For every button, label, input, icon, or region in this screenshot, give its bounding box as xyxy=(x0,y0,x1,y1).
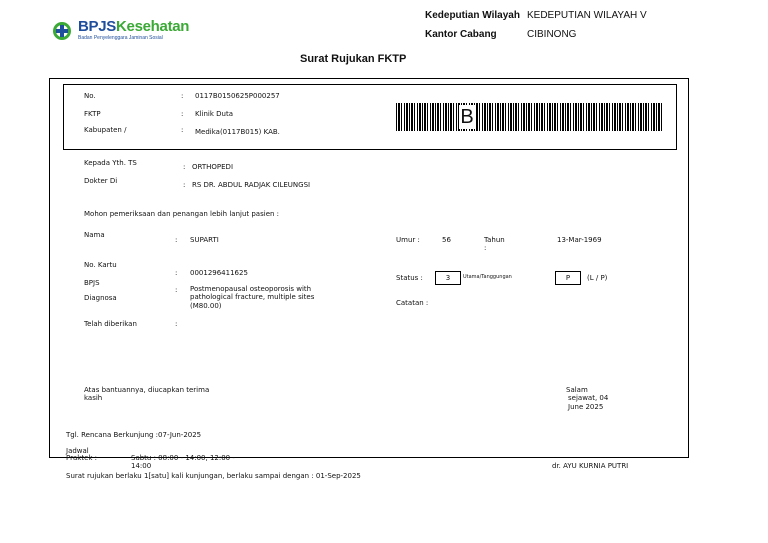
no-value: 0117B0150625P000257 xyxy=(195,92,280,100)
kedeputian-value: KEDEPUTIAN WILAYAH V xyxy=(527,10,647,21)
kartu-value: 0001296411625 xyxy=(190,269,248,277)
colon: : xyxy=(175,236,178,244)
salam-line-3: June 2025 xyxy=(568,403,604,411)
diagnosa-label: Diagnosa xyxy=(84,294,117,302)
no-label: No. xyxy=(84,92,96,100)
kepada-label: Kepada Yth. TS xyxy=(84,159,137,167)
logo-brand-accent: Kesehatan xyxy=(116,18,190,35)
logo-brand: BPJS xyxy=(78,18,116,35)
diagnosa-line-3: (M80.00) xyxy=(190,302,222,310)
jadwal-label-2: Praktek : xyxy=(66,454,98,462)
thanks-line-2: kasih xyxy=(84,394,103,402)
umur-label: Umur : xyxy=(396,236,420,244)
barcode-bars xyxy=(396,103,662,131)
status-box: 3 xyxy=(435,271,461,285)
document-title: Surat Rujukan FKTP xyxy=(300,53,407,65)
catatan-label: Catatan : xyxy=(396,299,429,307)
colon: : xyxy=(181,110,184,118)
colon: : xyxy=(175,269,178,277)
status-desc: Utama/Tanggungan xyxy=(463,274,512,280)
kantor-value: CIBINONG xyxy=(527,29,577,40)
rencana-berkunjung: Tgl. Rencana Berkunjung :07-Jun-2025 xyxy=(66,431,202,439)
fktp-label: FKTP xyxy=(84,110,101,118)
berlaku-text: Surat rujukan berlaku 1[satu] kali kunjungan, berlaku sampai dengan : 01-Sep-2025 xyxy=(66,472,361,480)
jadwal-value-1: Sabtu : 08:00 - 14:00, 12:00 - xyxy=(131,454,235,462)
colon: : xyxy=(183,163,186,171)
dokter-value: RS DR. ABDUL RADJAK CILEUNGSI xyxy=(192,181,311,189)
telah-label: Telah diberikan xyxy=(84,320,137,328)
kartu-label-1: No. Kartu xyxy=(84,261,117,269)
tahun-label: Tahun xyxy=(484,236,505,244)
nama-value: SUPARTI xyxy=(190,236,219,244)
colon: : xyxy=(181,92,184,100)
colon: : xyxy=(181,126,184,134)
barcode xyxy=(396,103,662,131)
kartu-label-2: BPJS xyxy=(84,279,100,287)
intro-text: Mohon pemeriksaan dan penangan lebih lanjut pasien : xyxy=(84,210,280,218)
umur-value: 56 xyxy=(442,236,451,244)
fktp-value: Klinik Duta xyxy=(195,110,234,118)
logo-tagline: Badan Penyelenggara Jaminan Sosial xyxy=(78,35,163,41)
bpjs-logo xyxy=(52,18,190,44)
bpjs-emblem-icon xyxy=(52,21,72,41)
nama-label: Nama xyxy=(84,231,105,239)
doctor-name: dr. AYU KURNIA PUTRI xyxy=(552,462,629,470)
kedeputian-label: Kedeputian Wilayah xyxy=(425,10,520,21)
diagnosa-line-2: pathological fracture, multiple sites xyxy=(190,293,315,301)
thanks-line-1: Atas bantuannya, diucapkan terima xyxy=(84,386,210,394)
barcode-char: B xyxy=(460,106,474,128)
colon: : xyxy=(183,181,186,189)
tahun-colon: : xyxy=(484,244,487,252)
kepada-value: ORTHOPEDI xyxy=(192,163,234,171)
colon: : xyxy=(175,320,178,328)
salam-line-1: Salam xyxy=(566,386,588,394)
dokter-label: Dokter Di xyxy=(84,177,118,185)
jadwal-value-2: 14:00 xyxy=(131,462,152,470)
gender-box: P xyxy=(555,271,581,285)
jadwal-label-1: Jadwal xyxy=(66,447,89,455)
gender-desc: (L / P) xyxy=(587,274,608,282)
dob-value: 13-Mar-1969 xyxy=(557,236,602,244)
kabupaten-label: Kabupaten / xyxy=(84,126,127,134)
kantor-label: Kantor Cabang xyxy=(425,29,497,40)
colon: : xyxy=(175,286,178,294)
kabupaten-value: Medika(0117B015) KAB. xyxy=(195,128,280,136)
status-label: Status : xyxy=(396,274,423,282)
diagnosa-line-1: Postmenopausal osteoporosis with xyxy=(190,285,312,293)
salam-line-2: sejawat, 04 xyxy=(568,394,609,402)
